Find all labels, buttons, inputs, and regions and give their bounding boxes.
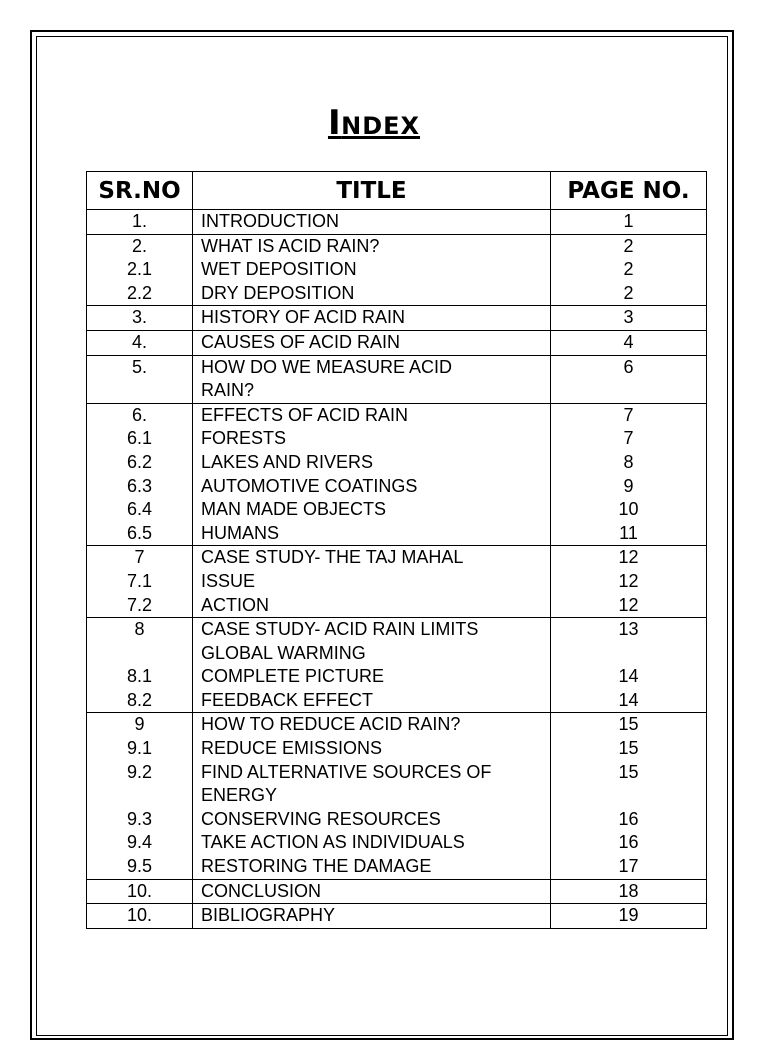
- row-title-cell: [193, 713, 551, 879]
- title-initial: I: [327, 103, 342, 143]
- entry-number: 8.1: [126, 666, 153, 687]
- header-srno: SR.NO: [87, 172, 193, 210]
- row-page-cell: [551, 330, 707, 355]
- empty-line: [551, 642, 706, 666]
- table-row: [87, 234, 707, 306]
- entry-title: FORESTS: [201, 428, 287, 449]
- entry-page: 7: [623, 428, 634, 449]
- row-title-cell: [193, 403, 551, 546]
- row-srno-cell: [87, 618, 193, 713]
- entry-title: HUMANS: [201, 522, 280, 543]
- entry-title: FIND ALTERNATIVE SOURCES OF: [201, 761, 492, 782]
- entry-title: ENERGY: [201, 785, 278, 806]
- entry-title: REDUCE EMISSIONS: [201, 738, 383, 759]
- entry-page: 16: [618, 808, 639, 829]
- table-row: [87, 355, 707, 403]
- entry-title: ISSUE: [201, 570, 256, 591]
- entry-title: AUTOMOTIVE COATINGS: [201, 475, 418, 496]
- entry-title: CASE STUDY- THE TAJ MAHAL: [201, 547, 464, 568]
- entry-title: INTRODUCTION: [201, 211, 339, 231]
- entry-number: 10.: [126, 880, 153, 901]
- entry-title: FEEDBACK EFFECT: [201, 689, 374, 710]
- entry-title: HOW DO WE MEASURE ACID: [201, 356, 453, 377]
- entry-page: 18: [618, 880, 639, 901]
- entry-page: 13: [618, 619, 639, 640]
- row-title-cell: [193, 546, 551, 618]
- row-title-cell: [193, 210, 551, 235]
- row-srno-cell: [87, 210, 193, 235]
- entry-page: 19: [618, 905, 639, 926]
- entry-title: RESTORING THE DAMAGE: [201, 856, 432, 877]
- row-page-cell: [551, 546, 707, 618]
- entry-number: 6.2: [126, 451, 153, 472]
- empty-line: [87, 784, 192, 808]
- row-srno-cell: [87, 904, 193, 929]
- entry-page: 14: [618, 689, 639, 710]
- row-srno-cell: [87, 713, 193, 879]
- entry-title: BIBLIOGRAPHY: [201, 905, 336, 926]
- header-page: PAGE NO.: [551, 172, 707, 210]
- entry-title: MAN MADE OBJECTS: [201, 499, 387, 520]
- entry-number: 7.2: [126, 594, 153, 615]
- entry-page: 8: [623, 451, 634, 472]
- entry-number: 7.1: [126, 570, 153, 591]
- entry-title: CONCLUSION: [201, 880, 322, 901]
- empty-line: [551, 379, 706, 403]
- table-row: [87, 306, 707, 331]
- empty-line: [87, 379, 192, 403]
- entry-title: TAKE ACTION AS INDIVIDUALS: [201, 832, 465, 853]
- entry-number: 6.4: [126, 499, 153, 520]
- entry-page: 1: [623, 211, 634, 231]
- entry-page: 15: [618, 761, 639, 782]
- entry-page: 15: [618, 738, 639, 759]
- entry-page: 12: [618, 547, 639, 568]
- table-row: [87, 546, 707, 618]
- row-srno-cell: [87, 234, 193, 306]
- entry-title: CAUSES OF ACID RAIN: [201, 331, 401, 352]
- entry-page: 2: [623, 282, 634, 303]
- row-page-cell: [551, 234, 707, 306]
- entry-number: 9.4: [126, 832, 153, 853]
- entry-title: HOW TO REDUCE ACID RAIN?: [201, 714, 461, 735]
- entry-title: DRY DEPOSITION: [201, 282, 355, 303]
- table-row: [87, 904, 707, 929]
- entry-title: LAKES AND RIVERS: [201, 451, 374, 472]
- row-page-cell: [551, 355, 707, 403]
- entry-number: 10.: [126, 905, 153, 926]
- entry-number: 6.1: [126, 428, 153, 449]
- row-page-cell: [551, 904, 707, 929]
- row-title-cell: [193, 330, 551, 355]
- entry-page: 12: [618, 570, 639, 591]
- entry-title: EFFECTS OF ACID RAIN: [201, 404, 409, 425]
- entry-title: WET DEPOSITION: [201, 259, 357, 280]
- table-row: [87, 330, 707, 355]
- entry-page: 10: [618, 499, 639, 520]
- header-row: [87, 172, 707, 210]
- entry-number: 2.: [131, 235, 147, 256]
- row-srno-cell: [87, 403, 193, 546]
- row-srno-cell: [87, 306, 193, 331]
- entry-title: HISTORY OF ACID RAIN: [201, 307, 406, 328]
- entry-title: RAIN?: [201, 380, 255, 401]
- table-row: [87, 879, 707, 904]
- row-title-cell: [193, 234, 551, 306]
- entry-number: 2.2: [126, 282, 153, 303]
- row-page-cell: [551, 306, 707, 331]
- row-title-cell: [193, 904, 551, 929]
- index-body: [87, 210, 707, 929]
- entry-page: 7: [623, 404, 634, 425]
- table-row: [87, 210, 707, 235]
- entry-title: CONSERVING RESOURCES: [201, 808, 441, 829]
- row-title-cell: [193, 355, 551, 403]
- entry-number: 9.1: [126, 738, 153, 759]
- entry-page: 2: [623, 259, 634, 280]
- entry-number: 7: [134, 547, 145, 568]
- row-page-cell: [551, 618, 707, 713]
- entry-number: 9.2: [126, 761, 153, 782]
- table-row: [87, 618, 707, 713]
- row-srno-cell: [87, 330, 193, 355]
- row-srno-cell: [87, 355, 193, 403]
- row-title-cell: [193, 306, 551, 331]
- row-srno-cell: [87, 879, 193, 904]
- entry-title: WHAT IS ACID RAIN?: [201, 235, 380, 256]
- entry-number: 5.: [131, 356, 147, 377]
- entry-number: 9.3: [126, 808, 153, 829]
- entry-page: 14: [618, 666, 639, 687]
- title-rest: NDEX: [341, 112, 421, 140]
- empty-line: [551, 784, 706, 808]
- entry-page: 16: [618, 832, 639, 853]
- entry-page: 4: [623, 331, 634, 352]
- table-row: [87, 403, 707, 546]
- entry-page: 9: [623, 475, 634, 496]
- entry-number: 9.5: [126, 856, 153, 877]
- entry-number: 4.: [131, 331, 147, 352]
- entry-number: 8: [134, 619, 145, 640]
- entry-number: 9: [134, 714, 145, 735]
- entry-number: 8.2: [126, 689, 153, 710]
- row-srno-cell: [87, 546, 193, 618]
- page-title: [0, 103, 748, 146]
- entry-page: 11: [619, 522, 638, 543]
- entry-title: GLOBAL WARMING: [201, 642, 366, 663]
- row-page-cell: [551, 879, 707, 904]
- entry-number: 2.1: [126, 259, 153, 280]
- row-page-cell: [551, 403, 707, 546]
- entry-number: 6.: [131, 404, 147, 425]
- row-page-cell: [551, 713, 707, 879]
- entry-page: 2: [623, 235, 634, 256]
- entry-page: 17: [618, 856, 639, 877]
- entry-title: ACTION: [201, 594, 270, 615]
- entry-page: 3: [623, 307, 634, 328]
- entry-number: 6.3: [126, 475, 153, 496]
- table-row: [87, 713, 707, 879]
- row-page-cell: [551, 210, 707, 235]
- entry-title: CASE STUDY- ACID RAIN LIMITS: [201, 619, 479, 640]
- entry-number: 3.: [131, 307, 147, 328]
- index-table: [86, 171, 707, 929]
- entry-page: 6: [623, 356, 634, 377]
- header-title: TITLE: [193, 172, 551, 210]
- entry-number: 6.5: [126, 522, 153, 543]
- empty-line: [87, 642, 192, 666]
- entry-page: 12: [618, 594, 639, 615]
- entry-number: 1.: [131, 211, 147, 231]
- row-title-cell: [193, 879, 551, 904]
- entry-page: 15: [618, 714, 639, 735]
- entry-title: COMPLETE PICTURE: [201, 666, 385, 687]
- row-title-cell: [193, 618, 551, 713]
